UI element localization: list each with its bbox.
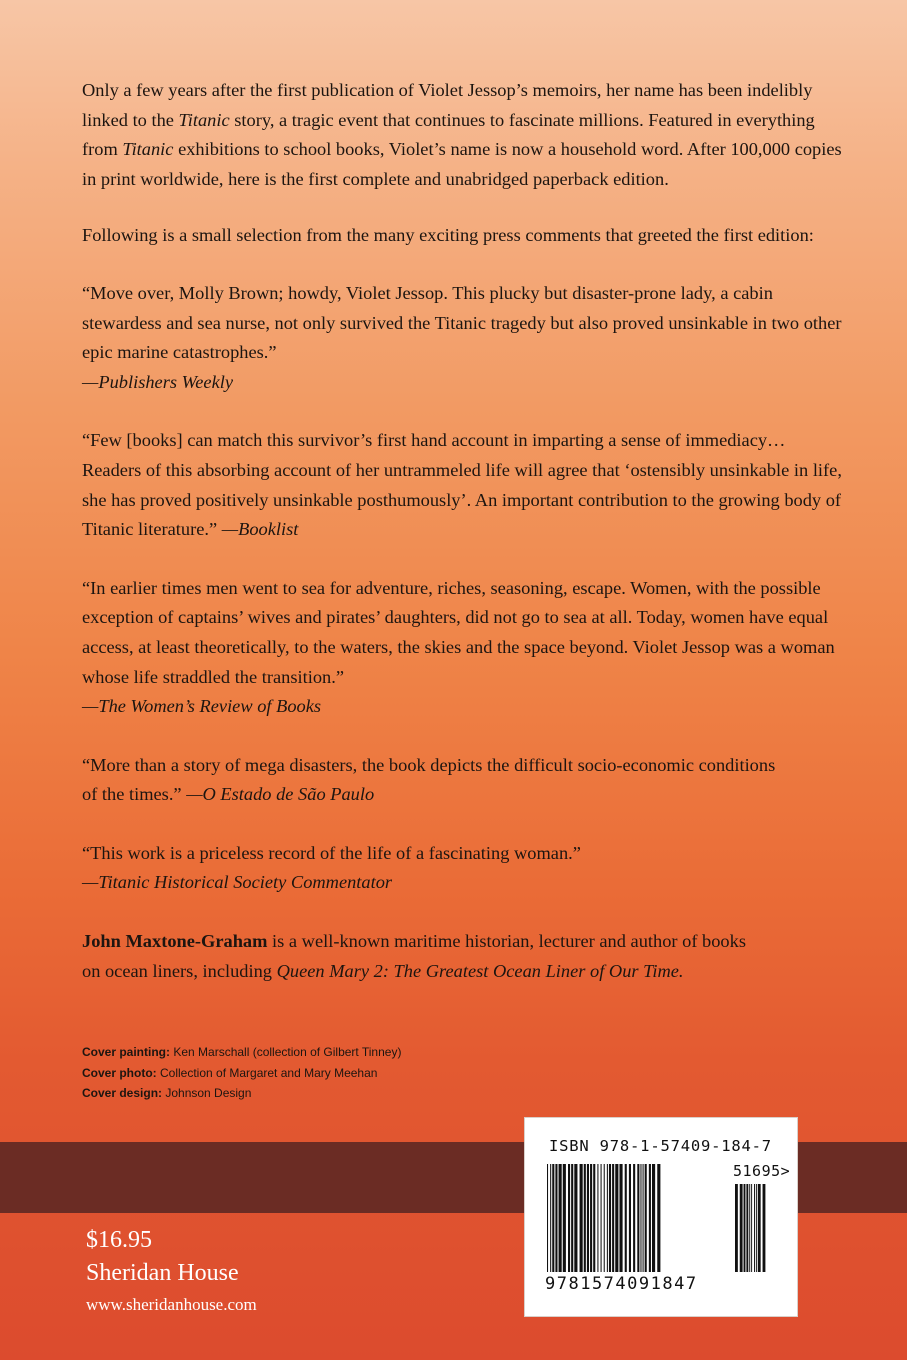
credit-cover-photo (82, 1063, 502, 1084)
barcode-bar (652, 1164, 655, 1272)
author-name: John Maxtone-Graham (82, 931, 268, 952)
intro-paragraph (82, 76, 842, 194)
barcode-bar (744, 1184, 746, 1272)
barcode-bar (574, 1164, 577, 1272)
barcode-bar (643, 1164, 644, 1272)
barcode-bar (587, 1164, 589, 1272)
barcode-bar (629, 1164, 631, 1272)
barcode-bar (555, 1164, 557, 1272)
barcode-bar (559, 1164, 562, 1272)
intro-text: story, a tragic event that continues to fascinate millions. Featured in everything from (82, 109, 815, 160)
back-cover-text (82, 76, 842, 986)
review-source: —The Women’s Review of Books (82, 696, 322, 717)
price-addon-number: 51695> (733, 1162, 791, 1180)
barcode-bar (571, 1164, 573, 1272)
barcode-bar (601, 1164, 602, 1272)
barcode-bar (740, 1184, 743, 1272)
review-womens-review (82, 574, 842, 722)
author-bio-text: is a well-known maritime historian, lecturer and author of books on ocean liners, including (82, 931, 746, 981)
publisher-name: Sheridan House (86, 1260, 239, 1286)
barcode-bar (604, 1164, 605, 1272)
barcode-bar (763, 1184, 766, 1272)
barcode-bar (607, 1164, 608, 1272)
barcode-bar (758, 1184, 761, 1272)
titanic-title: Titanic (178, 109, 230, 130)
barcode-bar (640, 1164, 641, 1272)
author-bio (82, 927, 762, 986)
cover-credits (82, 1042, 502, 1104)
barcode-bar (550, 1164, 551, 1272)
barcode-bar (590, 1164, 592, 1272)
review-quote: “Few [books] can match this survivor’s first hand account in imparting a sense of immediacy… Readers of this absorbing account of her untrammeled life will agree that ‘ostensibly unsinkable in life, she has proved positively unsinkable posthumously’. An important contribution to the growing body of Titanic literature.” (82, 430, 842, 540)
ean-barcode (547, 1164, 660, 1272)
barcode-bar (580, 1164, 583, 1272)
credit-label: Cover photo: (82, 1065, 157, 1080)
barcode-bar (754, 1184, 755, 1272)
review-quote: “This work is a priceless record of the life of a fascinating woman.” (82, 842, 581, 863)
barcode-bar (593, 1164, 595, 1272)
barcode-bar (637, 1164, 639, 1272)
barcode-bar (615, 1164, 618, 1272)
review-quote: “Move over, Molly Brown; howdy, Violet Jessop. This plucky but disaster-prone lady, a cabin stewardess and sea nurse, not only survived the Titanic tragedy but also proved unsinkable in two other epic marine catastrophes.” (82, 282, 842, 363)
price: $16.95 (86, 1227, 152, 1253)
barcode-bar (746, 1184, 748, 1272)
review-source: —Titanic Historical Society Commentator (82, 872, 393, 893)
barcode-bar (657, 1164, 660, 1272)
publisher-block (86, 1224, 257, 1320)
barcode-bar (547, 1164, 548, 1272)
credit-cover-design (82, 1083, 502, 1104)
review-source: —Publishers Weekly (82, 371, 234, 392)
barcode-bar (552, 1164, 554, 1272)
barcode-bar (584, 1164, 586, 1272)
review-booklist (82, 426, 842, 544)
review-publishers-weekly (82, 279, 842, 397)
addon-barcode (735, 1184, 765, 1272)
review-quote: “In earlier times men went to sea for adventure, riches, seasoning, escape. Women, with the possible exception of captains’ wives and pirates’ daughters, did not go to sea at all. Today, women have equal access, at least theoretically, to the waters, the skies and the space beyond. Violet Jessop was a woman whose life straddled the transition.” (82, 577, 835, 687)
credit-label: Cover painting: (82, 1045, 171, 1059)
titanic-title: Titanic (122, 139, 174, 160)
barcode-bar (563, 1164, 566, 1272)
barcode-bar (619, 1164, 622, 1272)
barcode-bar (735, 1184, 738, 1272)
barcode-bar (751, 1184, 752, 1272)
review-source: —O Estado de São Paulo (186, 784, 375, 805)
credit-label: Cover design: (82, 1086, 163, 1100)
credit-value: Ken Marschall (collection of Gilbert Tinney) (170, 1045, 402, 1059)
intro-text: Only a few years after the first publication of Violet Jessop’s memoirs, her name has been indelibly linked to the (82, 80, 813, 130)
barcode-bar (612, 1164, 614, 1272)
barcode-bar (625, 1164, 627, 1272)
barcode-bar (756, 1184, 757, 1272)
author-book-title: Queen Mary 2: The Greatest Ocean Liner of Our Time. (276, 960, 684, 981)
ean-number: 9781574091847 (545, 1274, 698, 1294)
credit-cover-painting (82, 1042, 502, 1063)
isbn-label: ISBN 978-1-57409-184-7 (549, 1137, 772, 1155)
review-titanic-society (82, 839, 842, 898)
review-source: —Booklist (221, 519, 299, 540)
review-quote: “More than a story of mega disasters, the book depicts the difficult socio-economic conditions of the times.” (82, 754, 776, 805)
barcode-bar (749, 1184, 750, 1272)
barcode-bar (645, 1164, 647, 1272)
barcode-bar (568, 1164, 570, 1272)
barcode-box (525, 1118, 797, 1316)
credit-value: Collection of Margaret and Mary Meehan (156, 1065, 378, 1080)
barcode-bar (609, 1164, 611, 1272)
barcode-bar (597, 1164, 598, 1272)
barcode-bar (649, 1164, 651, 1272)
intro-text: exhibitions to school books, Violet’s name is now a household word. After 100,000 copies in print worldwide, here is the first complete and unabridged paperback edition. (82, 139, 842, 189)
publisher-website: www.sheridanhouse.com (86, 1295, 257, 1314)
barcode-bar (633, 1164, 635, 1272)
press-lead: Following is a small selection from the many exciting press comments that greeted the first edition: (82, 225, 814, 246)
review-estado-sao-paulo (82, 751, 782, 810)
credit-value: Johnson Design (162, 1086, 252, 1100)
